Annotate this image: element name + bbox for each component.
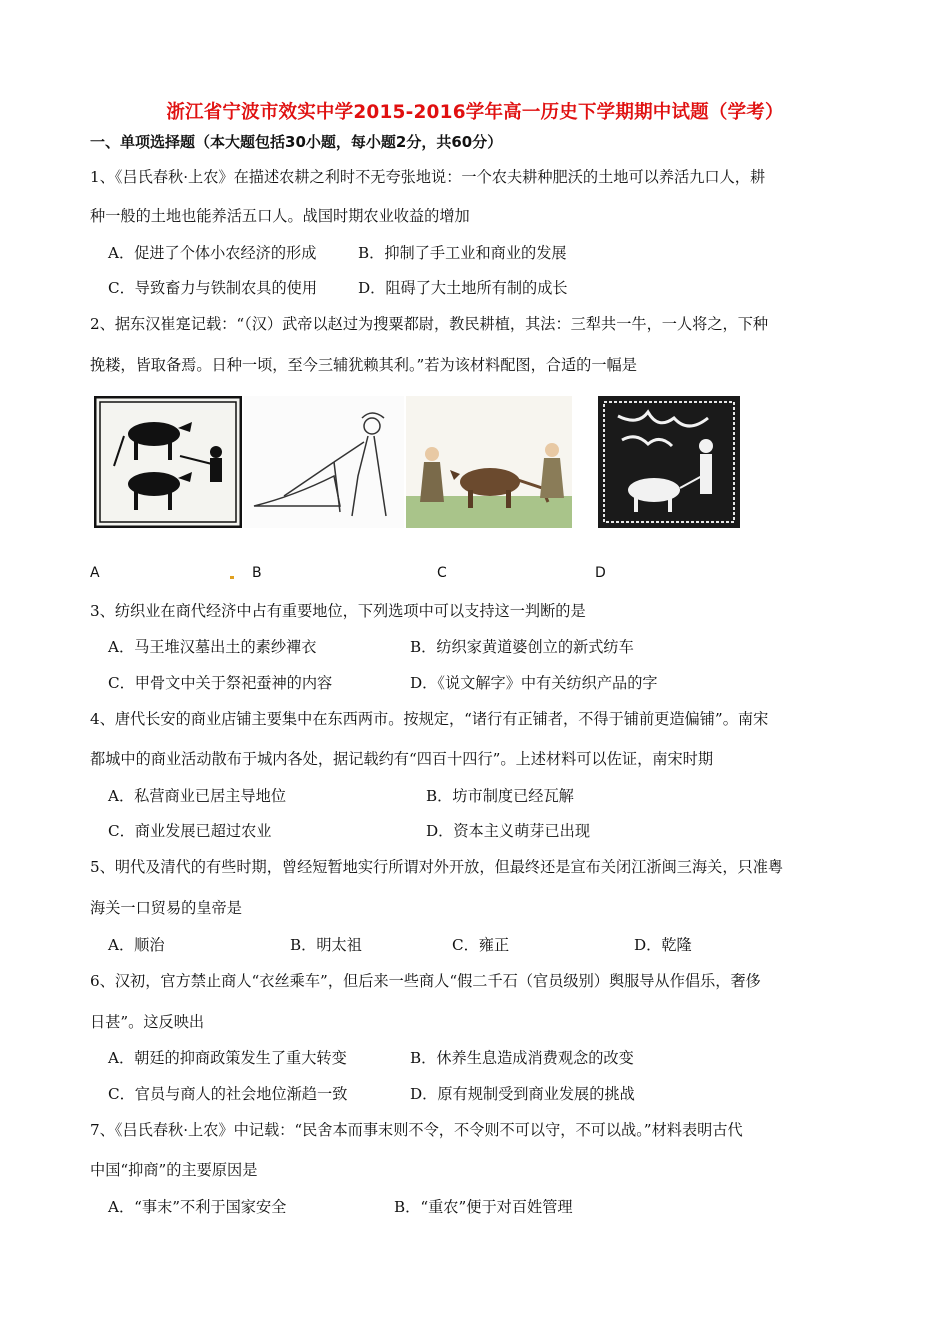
stray-mark (230, 576, 234, 579)
question-4-line-1: 4、唐代长安的商业店铺主要集中在东西两市。按规定，“诸行有正铺者，不得于铺前更造偏铺”。南宋 (90, 710, 769, 728)
question-4-option-b: B．坊市制度已经瓦解 (426, 787, 574, 805)
question-2-image-strip (94, 396, 740, 528)
question-1-option-b: B．抑制了手工业和商业的发展 (358, 244, 567, 262)
question-1-line-1: 1、《吕氏春秋·上农》在描述农耕之利时不无夸张地说：一个农夫耕种肥沃的土地可以养活九口人，耕 (90, 168, 766, 186)
question-1-option-d: D．阻碍了大土地所有制的成长 (358, 279, 568, 297)
question-7-option-b: B．“重农”便于对百姓管理 (394, 1198, 573, 1216)
question-6-option-c: C．官员与商人的社会地位渐趋一致 (108, 1085, 348, 1103)
question-2-line-1: 2、据东汉崔寔记载：“（汉）武帝以赵过为搜粟都尉，教民耕植，其法：三犁共一牛，一人将之，下种 (90, 315, 769, 333)
question-7-option-a: A．“事末”不利于国家安全 (108, 1198, 287, 1216)
question-2-line-2: 挽耧，皆取备焉。日种一顷，至今三辅犹赖其利。”若为该材料配图，合适的一幅是 (90, 356, 637, 374)
question-4-option-d: D．资本主义萌芽已出现 (426, 822, 591, 840)
question-5-option-d: D．乾隆 (634, 936, 692, 954)
section-heading: 一、单项选择题（本大题包括30小题，每小题2分，共60分） (90, 133, 503, 151)
question-4-option-c: C．商业发展已超过农业 (108, 822, 272, 840)
question-1-option-c: C．导致畜力与铁制农具的使用 (108, 279, 318, 297)
question-3-option-a: A．马王堆汉墓出土的素纱襌衣 (108, 638, 317, 656)
image-label-d: D (595, 565, 606, 581)
question-4-option-a: A．私营商业已居主导地位 (108, 787, 287, 805)
question-6-line-2: 日甚”。这反映出 (90, 1013, 205, 1031)
question-3-option-d: D．《说文解字》中有关纺织产品的字 (410, 674, 658, 692)
question-5-line-2: 海关一口贸易的皇帝是 (90, 899, 242, 917)
question-4-line-2: 都城中的商业活动散布于城内各处，据记载约有“四百十四行”。上述材料可以佐证，南宋时期 (90, 750, 714, 768)
question-6-line-1: 6、汉初，官方禁止商人“衣丝乘车”，但后来一些商人“假二千石（官员级别）舆服导从作倡乐，奢侈 (90, 972, 761, 990)
image-d-stone-relief (598, 396, 740, 528)
image-label-b: B (252, 565, 262, 581)
image-label-c: C (437, 565, 447, 581)
question-3-option-b: B．纺织家黄道婆创立的新式纺车 (410, 638, 634, 656)
question-6-option-d: D．原有规制受到商业发展的挑战 (410, 1085, 635, 1103)
question-1-line-2: 种一般的土地也能养活五口人。战国时期农业收益的增加 (90, 207, 470, 225)
image-a-ox-plough-woodcut (94, 396, 242, 528)
question-7-line-1: 7、《吕氏春秋·上农》中记载：“民舍本而事末则不令，不令则不可以守，不可以战。”材料表明古代 (90, 1121, 743, 1139)
question-6-option-b: B．休养生息造成消费观念的改变 (410, 1049, 634, 1067)
question-3-option-c: C．甲骨文中关于祭祀蚕神的内容 (108, 674, 333, 692)
question-5-line-1: 5、明代及清代的有些时期，曾经短暂地实行所谓对外开放，但最终还是宣布关闭江浙闽三海关，只准粤 (90, 858, 784, 876)
question-7-line-2: 中国“抑商”的主要原因是 (90, 1161, 258, 1179)
question-5-option-a: A．顺治 (108, 936, 165, 954)
question-1-option-a: A．促进了个体小农经济的形成 (108, 244, 317, 262)
question-5-option-c: C．雍正 (452, 936, 510, 954)
question-5-option-b: B．明太祖 (290, 936, 362, 954)
image-c-color-ox-plough-scene (406, 396, 572, 528)
question-6-option-a: A．朝廷的抑商政策发生了重大转变 (108, 1049, 347, 1067)
question-3-line-1: 3、纺织业在商代经济中占有重要地位，下列选项中可以支持这一判断的是 (90, 602, 586, 620)
image-b-plough-sketch (244, 396, 404, 528)
exam-title: 浙江省宁波市效实中学2015-2016学年高一历史下学期期中试题（学考） (166, 102, 784, 123)
image-label-a: A (90, 565, 100, 581)
